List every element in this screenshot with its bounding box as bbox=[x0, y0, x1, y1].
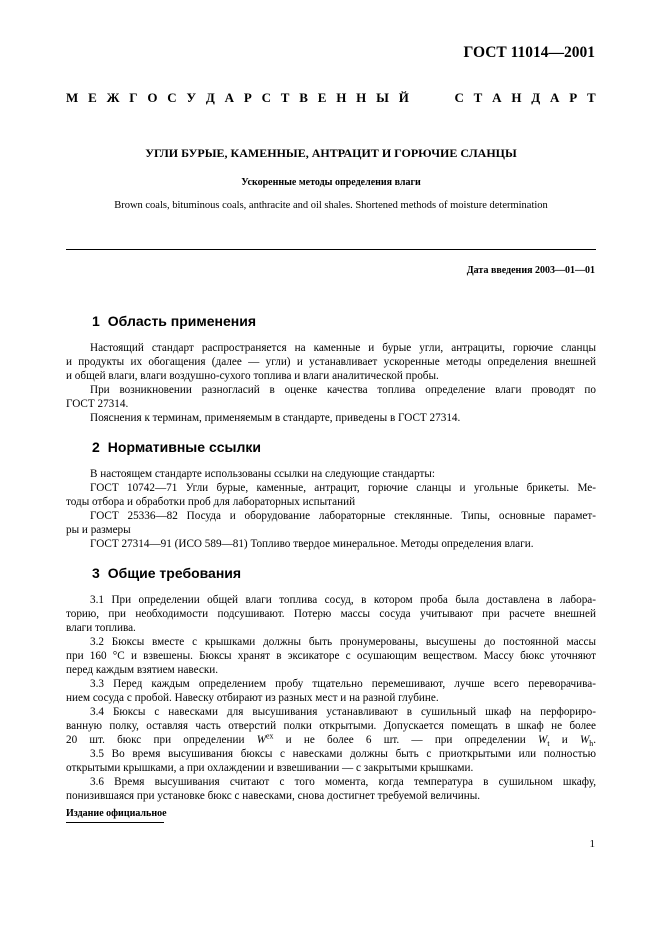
section-number: 2 bbox=[92, 439, 100, 455]
banner-letter: Е bbox=[88, 90, 97, 105]
banner-letter: Р bbox=[569, 90, 578, 105]
paragraph-line: ГОСТ 27314. bbox=[66, 398, 129, 410]
paragraph-line: торию, при необходимости подсушивают. Потерю массы сосуда учитывают при расчете внешней bbox=[66, 608, 596, 620]
reference-line: ГОСТ 25336—82 Посуда и оборудование лабораторные стеклянные. Типы, основные парамет- bbox=[90, 510, 596, 522]
banner-letter: Д bbox=[531, 90, 541, 105]
text-run: и bbox=[549, 734, 580, 746]
banner-letter: Ы bbox=[376, 90, 389, 105]
paragraph-line: 3.4 Бюксы с навесками для высушивания устанавливают в сушильный шкаф на перфориро- bbox=[90, 706, 596, 718]
interstate-standard-banner bbox=[66, 90, 596, 106]
paragraph-line: и продукты их обогащения (далее — угли) и устанавливает ускоренные методы определения внешней bbox=[66, 356, 596, 368]
paragraph-line: и общей влаги, влаги воздушно-сухого топлива и влаги аналитической пробы. bbox=[66, 370, 439, 382]
paragraph-line-with-symbols bbox=[66, 733, 596, 747]
symbol-W: W bbox=[579, 734, 590, 746]
paragraph-line: 3.3 Перед каждым определением пробу тщательно перемешивают, лучше всего переворачива- bbox=[90, 678, 596, 690]
reference-line: тоды отбора и обработки проб для лабораторных испытаний bbox=[66, 496, 356, 508]
subscript: t bbox=[547, 739, 550, 749]
paragraph-line: понизившаяся при установке бюкс с навесками, снова достигнет требуемой величины. bbox=[66, 790, 481, 802]
document-subtitle: Ускоренные методы определения влаги bbox=[241, 177, 421, 188]
banner-letter: Н bbox=[336, 90, 347, 105]
paragraph-line: При возникновении разногласий в оценке качества топлива определение влаги проводят по bbox=[90, 384, 596, 396]
banner-letter: Р bbox=[243, 90, 252, 105]
banner-letter: Т bbox=[473, 90, 483, 105]
section-number: 1 bbox=[92, 313, 100, 329]
banner-letter: В bbox=[299, 90, 308, 105]
superscript: ex bbox=[266, 731, 274, 741]
paragraph-line: перед каждым взятием навески. bbox=[66, 664, 219, 676]
text-run: и не более 6 шт. — при определении bbox=[273, 734, 538, 746]
paragraph-line: открытыми крышками, а при охлаждении и взвешивании — с закрытыми крышками. bbox=[66, 762, 474, 774]
symbol-W: W bbox=[256, 734, 267, 746]
official-edition-label: Издание официальное bbox=[66, 808, 167, 819]
paragraph-line: влаги топлива. bbox=[66, 622, 136, 634]
banner-letter: Г bbox=[129, 90, 138, 105]
banner-letter: О bbox=[147, 90, 158, 105]
banner-letter: Н bbox=[356, 90, 367, 105]
section-heading-text: Нормативные ссылки bbox=[107, 439, 261, 455]
document-title: УГЛИ БУРЫЕ, КАМЕННЫЕ, АНТРАЦИТ И ГОРЮЧИЕ СЛАНЦЫ bbox=[145, 146, 517, 160]
title-divider bbox=[66, 249, 596, 250]
banner-letter: Н bbox=[511, 90, 522, 105]
paragraph-line: 3.6 Время высушивания считают с того момента, когда температура в сушильном шкафу, bbox=[90, 776, 596, 788]
banner-letter: А bbox=[550, 90, 560, 105]
section-number: 3 bbox=[92, 565, 100, 581]
reference-line: ры и размеры bbox=[66, 524, 131, 536]
banner-letter: У bbox=[186, 90, 197, 105]
banner-letter: Т bbox=[587, 90, 596, 105]
banner-letter: Д bbox=[205, 90, 215, 105]
paragraph-line: 3.2 Бюксы вместе с крышками должны быть пронумерованы, высушены до постоянной массы bbox=[90, 636, 596, 648]
standard-number: ГОСТ 11014—2001 bbox=[463, 44, 595, 61]
section-heading-text: Область применения bbox=[107, 313, 257, 329]
footer-rule bbox=[66, 822, 164, 823]
symbol-W: W bbox=[538, 734, 548, 746]
section-3-heading bbox=[92, 565, 241, 581]
section-2-heading bbox=[92, 439, 261, 455]
paragraph-line: 3.5 Во время высушивания бюксы с навесками должны быть с приоткрытыми или полностью bbox=[90, 748, 596, 760]
banner-letter: С bbox=[454, 90, 464, 105]
banner-letter: Т bbox=[280, 90, 290, 105]
paragraph-line: ванную полку, оставляя часть отверстий полки открытыми. Допускается помещать в шкаф не более bbox=[66, 720, 596, 732]
banner-letter: Й bbox=[398, 90, 409, 105]
text-run: 20 шт. бюкс при определении bbox=[66, 734, 257, 746]
paragraph-line: Настоящий стандарт распространяется на каменные и бурые угли, антрациты, горючие сланцы bbox=[90, 342, 596, 354]
section-heading-text: Общие требования bbox=[107, 565, 242, 581]
banner-letter: Ж bbox=[106, 90, 120, 105]
banner-letter: А bbox=[224, 90, 234, 105]
introduction-date: Дата введения 2003—01—01 bbox=[466, 265, 595, 276]
paragraph-line: Пояснения к терминам, применяемым в стандарте, приведены в ГОСТ 27314. bbox=[90, 412, 461, 424]
reference-line: ГОСТ 10742—71 Угли бурые, каменные, антрацит, горючие сланцы и угольные брикеты. Ме- bbox=[90, 482, 596, 494]
banner-letter: С bbox=[261, 90, 271, 105]
banner-letter: С bbox=[167, 90, 177, 105]
english-title: Brown coals, bituminous coals, anthracite and oil shales. Shortened methods of moisture determination bbox=[114, 200, 548, 211]
section-1-heading bbox=[92, 313, 256, 329]
banner-letter: А bbox=[492, 90, 502, 105]
paragraph-line: В настоящем стандарте использованы ссылки на следующие стандарты: bbox=[90, 468, 435, 480]
reference-line: ГОСТ 27314—91 (ИСО 589—81) Топливо твердое минеральное. Методы определения влаги. bbox=[90, 538, 534, 550]
paragraph-line: нием сосуда с пробой. Навеску отбирают из разных мест и на разной глубине. bbox=[66, 692, 439, 704]
banner-letter: М bbox=[66, 90, 79, 105]
paragraph-line: при 160 °С и взвешены. Бюксы хранят в эксикаторе с осушающим веществом. Массу бюкс уточняют bbox=[66, 650, 596, 662]
paragraph-line: 3.1 При определении общей влаги топлива сосуд, в котором проба была доставлена в лабора- bbox=[90, 594, 596, 606]
text-run: . bbox=[593, 734, 597, 746]
banner-letter: Е bbox=[317, 90, 327, 105]
subscript: h bbox=[589, 739, 594, 749]
banner-word-gap bbox=[419, 90, 445, 106]
page-number: 1 bbox=[589, 838, 595, 850]
